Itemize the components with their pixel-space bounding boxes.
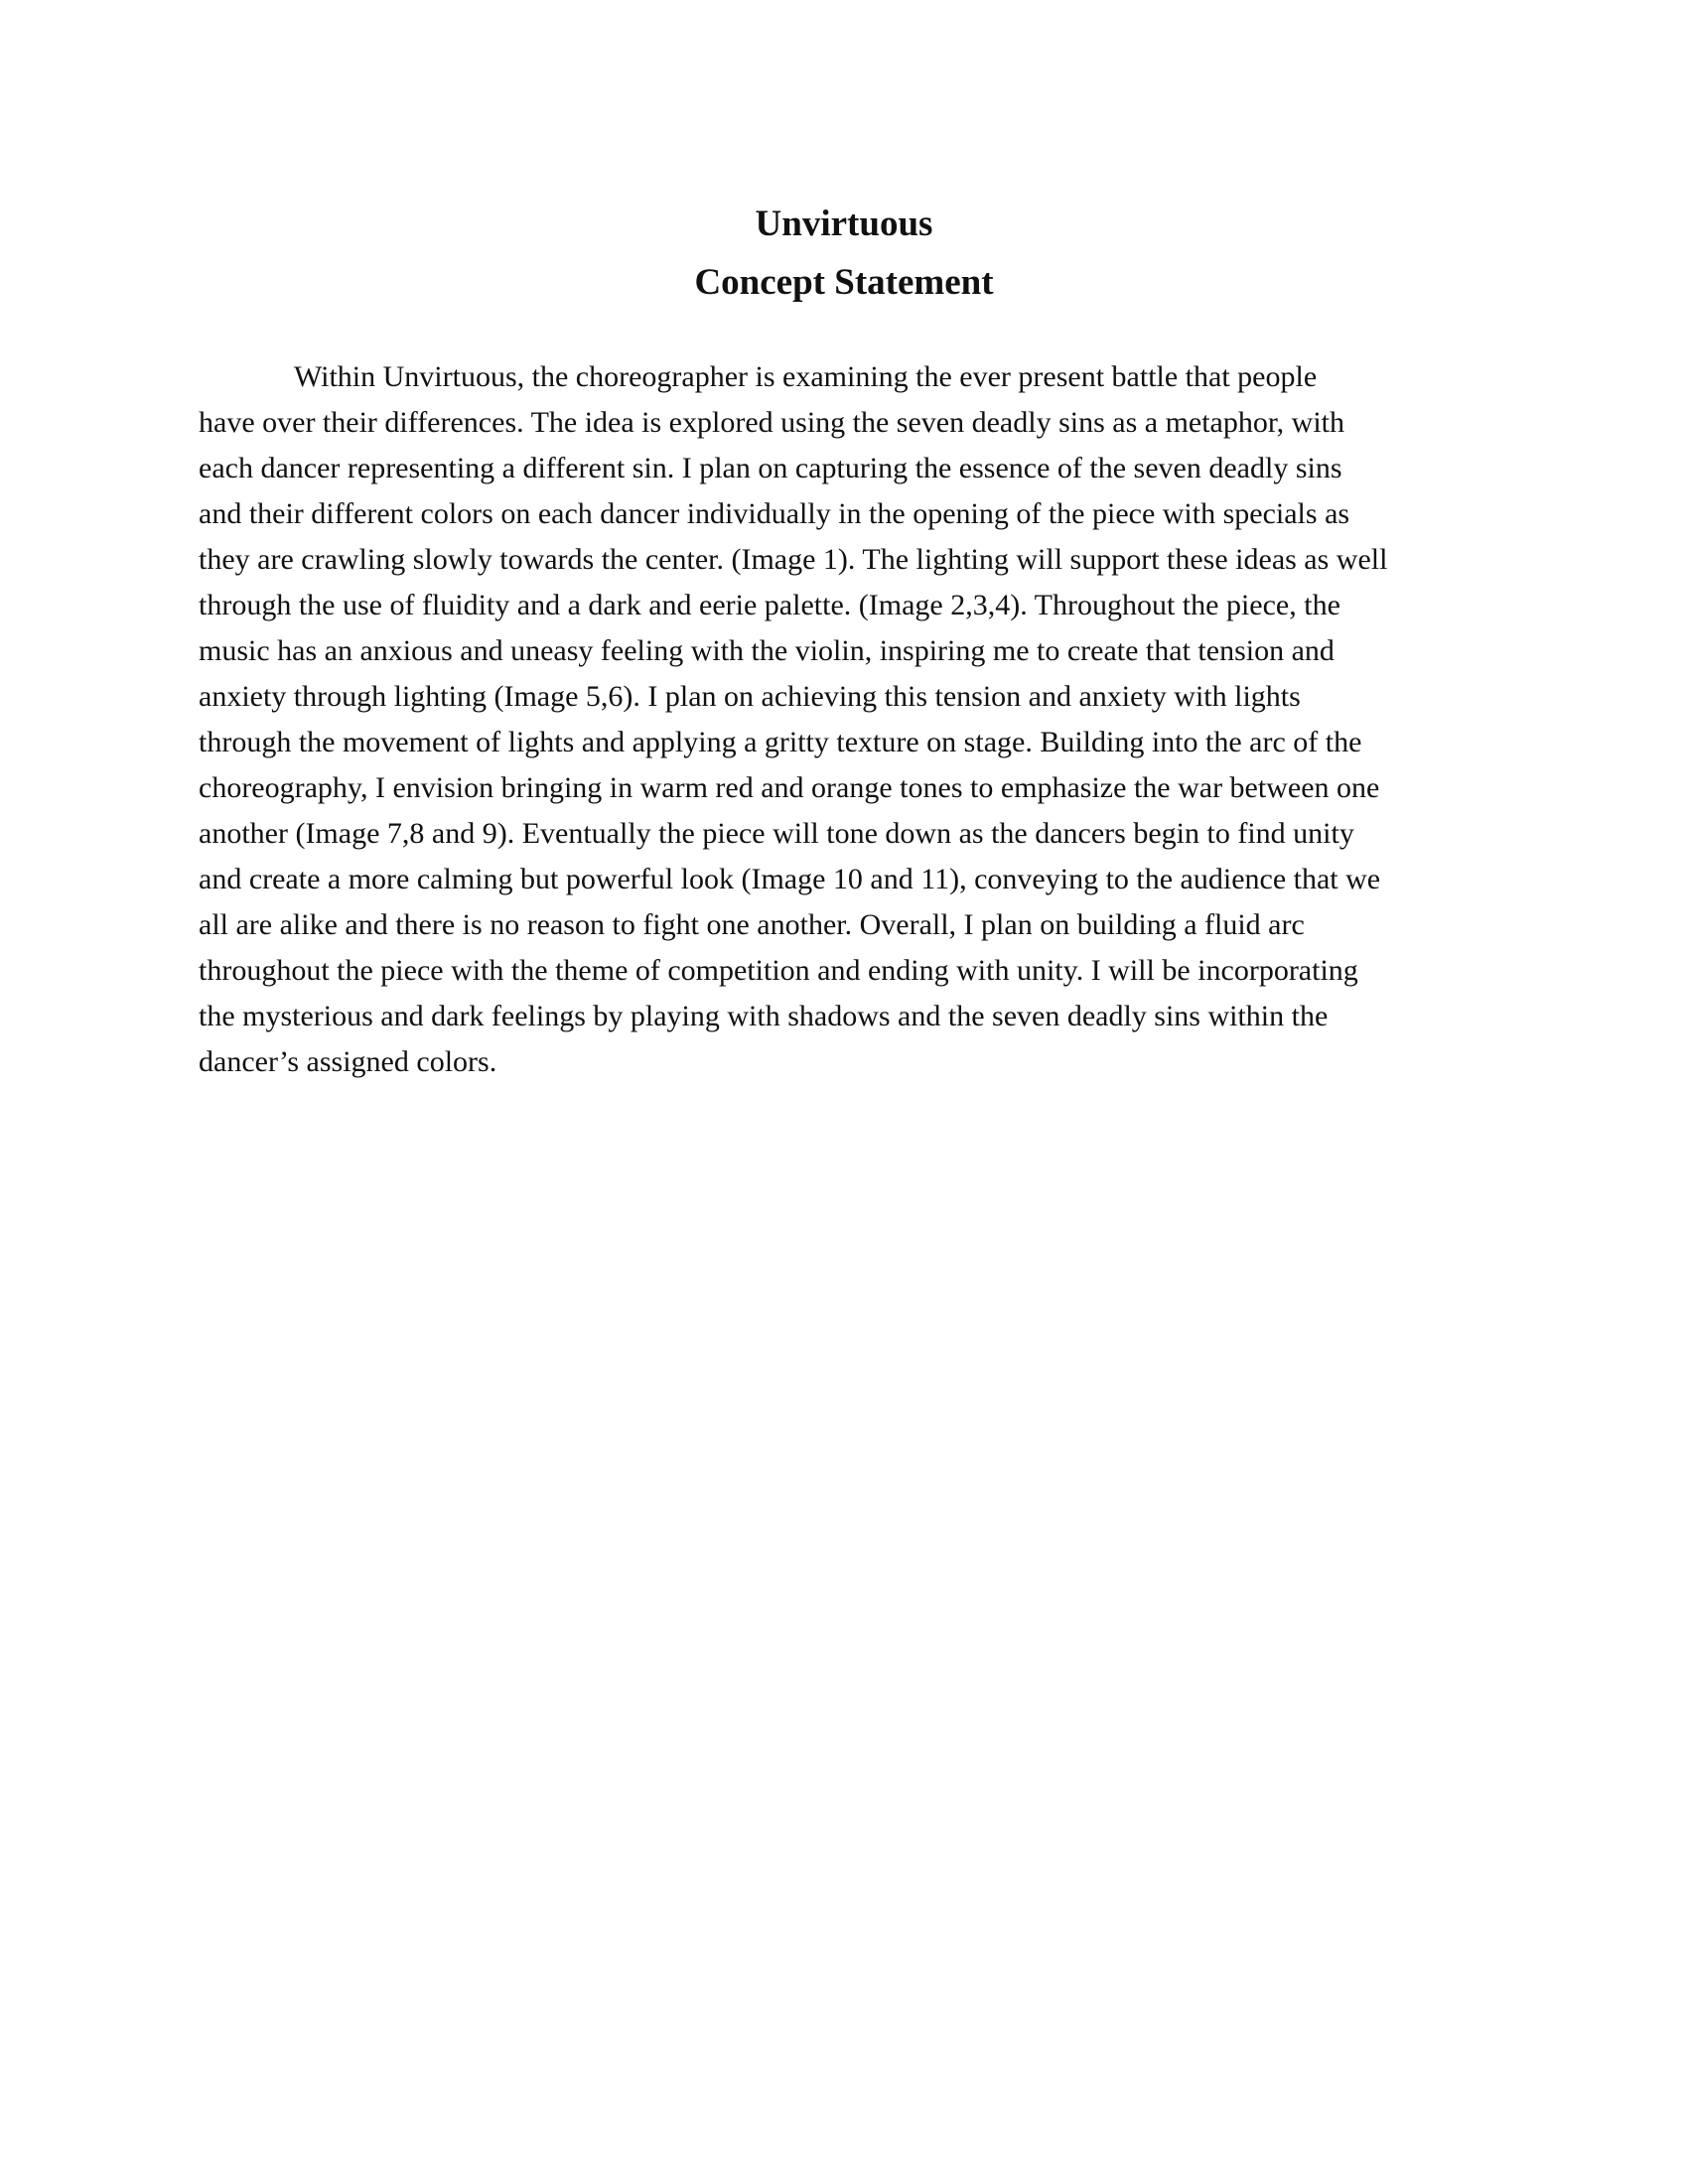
- paragraph-line: all are alike and there is no reason to fight one another. Overall, I plan on building a fluid arc: [199, 908, 1305, 941]
- paragraph-line: they are crawling slowly towards the center. (Image 1). The lighting will support these ideas as well: [199, 543, 1388, 576]
- paragraph-line: choreography, I envision bringing in warm red and orange tones to emphasize the war between one: [199, 771, 1380, 804]
- title-block: [0, 195, 1688, 312]
- paragraph-line: throughout the piece with the theme of competition and ending with unity. I will be incorporating: [199, 954, 1358, 987]
- paragraph-line: and their different colors on each dancer individually in the opening of the piece with specials as: [199, 497, 1350, 530]
- paragraph-line: and create a more calming but powerful look (Image 10 and 11), conveying to the audience that we: [199, 863, 1381, 895]
- paragraph-line: anxiety through lighting (Image 5,6). I plan on achieving this tension and anxiety with lights: [199, 680, 1301, 713]
- paragraph-line: each dancer representing a different sin. I plan on capturing the essence of the seven deadly sins: [199, 452, 1342, 484]
- paragraph-line: have over their differences. The idea is explored using the seven deadly sins as a metaphor, with: [199, 406, 1344, 439]
- paragraph-line: Within Unvirtuous, the choreographer is examining the ever present battle that people: [294, 360, 1318, 393]
- paragraph-line: through the use of fluidity and a dark and eerie palette. (Image 2,3,4). Throughout the piece, the: [199, 589, 1340, 621]
- document-subtitle: Concept Statement: [694, 262, 994, 303]
- paragraph-line: through the movement of lights and applying a gritty texture on stage. Building into the arc of the: [199, 726, 1362, 758]
- paragraph-line: music has an anxious and uneasy feeling with the violin, inspiring me to create that tension and: [199, 634, 1335, 667]
- paragraph-line: another (Image 7,8 and 9). Eventually the piece will tone down as the dancers begin to find unity: [199, 817, 1354, 850]
- paragraph-line: dancer’s assigned colors.: [199, 1045, 497, 1078]
- document-title: Unvirtuous: [755, 204, 933, 244]
- concept-paragraph: [199, 354, 1491, 1085]
- paragraph-line: the mysterious and dark feelings by playing with shadows and the seven deadly sins within the: [199, 1000, 1329, 1032]
